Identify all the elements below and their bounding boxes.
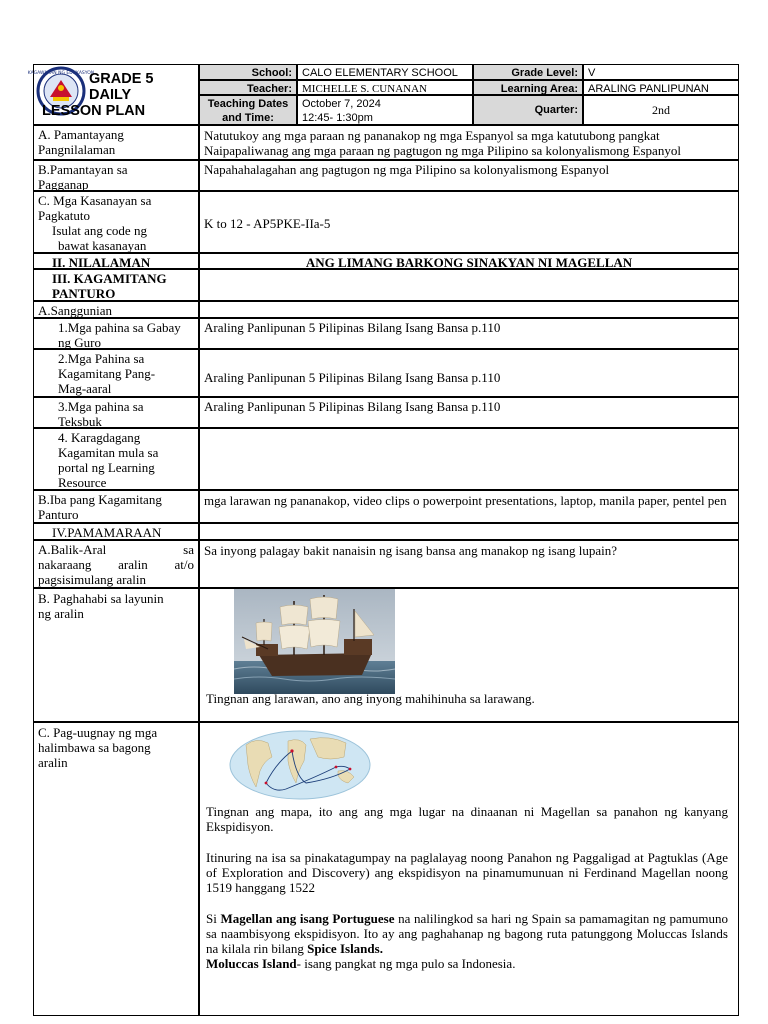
label-line: Pagkatuto	[38, 208, 90, 223]
label-word: at/o	[174, 557, 194, 572]
kagamitang-mag-aaral-value: Araling Panlipunan 5 Pilipinas Bilang Isang Bansa p.110	[199, 349, 739, 397]
label-line: 4. Karagdagang	[58, 430, 141, 445]
teksbuk-label	[33, 397, 199, 428]
teaching-time: 12:45- 1:30pm	[302, 112, 373, 124]
grade-level-value: V	[583, 64, 739, 80]
grade-level-label: Grade Level:	[473, 64, 583, 80]
text-run: na nalilingkod sa hari ng Spain sa pamamagitan ng pamumuno sa naambisyong ekspidisyon. Ito ay ang paghahanap ng bagong ruta patunggong Moluccas Islands na kilala rin bilang	[206, 911, 728, 956]
map-paragraph: Tingnan ang mapa, ito ang ang mga lugar na dinaanan ni Magellan sa panahon ng kanyang Ekspidisyon.	[206, 804, 728, 834]
label-line: Mag-aaral	[58, 381, 112, 396]
label-line: Panturo	[38, 507, 79, 522]
learning-resource-value	[199, 428, 739, 490]
label-line: B.Iba pang Kagamitang	[38, 492, 162, 507]
school-value: CALO ELEMENTARY SCHOOL	[297, 64, 473, 80]
learning-area-label: Learning Area:	[473, 80, 583, 95]
learning-resource-label	[33, 428, 199, 490]
label-line: PANTURO	[52, 286, 116, 301]
expedition-paragraph: Itinuring na isa sa pinakatagumpay na paglalayag noong Panahon ng Paggaligad at Pagtuklas (Age of Exploration and Discovery) ang ekspidisyon na pinamumunuan ni Ferdinand Magellan noong 1519 hanggang 1522	[206, 850, 728, 895]
learning-area-value: ARALING PANLIPUNAN	[583, 80, 739, 95]
label-line: A. Pamantayang	[38, 127, 124, 142]
label-sub-line: bawat kasanayan	[58, 238, 147, 253]
label-line: Resource	[58, 475, 107, 490]
kagamitang-mag-aaral-label	[33, 349, 199, 397]
title-line-3: LESSON PLAN	[42, 103, 146, 119]
balik-aral-value: Sa inyong palagay bakit nanaisin ng isang bansa ang manakop ng isang lupain?	[199, 540, 739, 588]
label-word: sa	[183, 542, 194, 557]
kagamitang-panturo-label	[33, 269, 199, 301]
moluccas-paragraph	[206, 956, 728, 971]
label-line: 1.Mga pahina sa Gabay	[58, 320, 181, 335]
teaching-dates-label	[199, 95, 297, 125]
label-line: Kagamitang Pang-	[58, 366, 156, 381]
seal-lettering: KAGAWARAN NG EDUKASYON	[27, 71, 95, 76]
paghahabi-value	[199, 588, 739, 722]
nilalaman-label: II. NILALAMAN	[33, 253, 199, 269]
teacher-label: Teacher:	[199, 80, 297, 95]
label-line: ng Guro	[58, 335, 101, 350]
kasanayan-sa-pagkatuto-label	[33, 191, 199, 253]
iba-pang-kagamitan-value: mga larawan ng pananakop, video clips o powerpoint presentations, laptop, manila paper, pentel pen	[199, 490, 739, 523]
label-line: Kagamitan mula sa	[58, 445, 159, 460]
label-line: C. Mga Kasanayan sa	[38, 193, 152, 208]
sanggunian-value	[199, 301, 739, 318]
paghahabi-instruction: Tingnan ang larawan, ano ang inyong mahihinuha sa larawang.	[206, 691, 535, 706]
pamantayan-sa-pagganap-label	[33, 160, 199, 191]
magellan-route-map-image	[226, 727, 374, 802]
lesson-plan-title	[42, 71, 192, 119]
title-line-2: DAILY	[89, 87, 132, 103]
balik-aral-label	[33, 540, 199, 588]
teksbuk-value: Araling Panlipunan 5 Pilipinas Bilang Isang Bansa p.110	[199, 397, 739, 428]
quarter-value: 2nd	[583, 95, 739, 125]
pag-uugnay-value	[199, 722, 739, 1016]
label-word: A.Balik-Aral	[38, 542, 107, 557]
label-line: Pangnilalaman	[38, 142, 116, 157]
label-line: B. Paghahabi sa layunin	[38, 591, 164, 606]
pag-uugnay-text	[202, 803, 732, 972]
label-line	[38, 542, 194, 557]
pamamaraan-value	[199, 523, 739, 540]
quarter-label: Quarter:	[473, 95, 583, 125]
label-line: III. KAGAMITANG	[52, 271, 167, 286]
label-word: nakaraang	[38, 557, 92, 572]
magellan-paragraph	[206, 911, 728, 956]
label-line: Teksbuk	[58, 414, 102, 429]
pamamaraan-label: IV.PAMAMARAAN	[33, 523, 199, 540]
text-run-bold: Moluccas Island	[206, 956, 297, 971]
gabay-ng-guro-value: Araling Panlipunan 5 Pilipinas Bilang Isang Bansa p.110	[199, 318, 739, 349]
pamantayan-sa-pagganap-value: Napahahalagahan ang pagtugon ng mga Pilipino sa kolonyalismong Espanyol	[199, 160, 739, 191]
label-line: 2.Mga Pahina sa	[58, 351, 145, 366]
title-line-1: GRADE 5	[89, 71, 154, 87]
pag-uugnay-label	[33, 722, 199, 1016]
pamantayang-pangnilalaman-label	[33, 125, 199, 160]
text-run-bold: Spice Islands.	[307, 941, 383, 956]
kagamitang-panturo-value	[199, 269, 739, 301]
sanggunian-label: A.Sanggunian	[33, 301, 199, 318]
content-line: Naipapaliwanag ang mga paraan ng pagtugon ng mga Pilipino sa kolonyalismong Espanyol	[204, 143, 681, 158]
label-word: aralin	[118, 557, 148, 572]
teaching-dates-value	[297, 95, 473, 125]
content-line: Natutukoy ang mga paraan ng pananakop ng mga Espanyol sa mga katutubong pangkat	[204, 128, 660, 143]
text-run: - isang pangkat ng mga pulo sa Indonesia.	[296, 956, 516, 971]
label-sub-line: Isulat ang code ng	[52, 223, 147, 238]
teaching-dates-label-line-2: and Time:	[222, 112, 274, 124]
text-run-bold: Magellan ang isang Portuguese	[220, 911, 395, 926]
label-line: halimbawa sa bagong	[38, 740, 151, 755]
label-line: pagsisimulang aralin	[38, 572, 146, 587]
label-line: aralin	[38, 755, 68, 770]
galleon-ship-image	[234, 589, 395, 694]
teaching-dates-label-line-1: Teaching Dates	[207, 98, 289, 110]
learning-code-value: K to 12 - AP5PKE-IIa-5	[199, 191, 739, 253]
teacher-value: MICHELLE S. CUNANAN	[297, 80, 473, 95]
pamantayang-pangnilalaman-value	[199, 125, 739, 160]
school-label: School:	[199, 64, 297, 80]
text-run: Si	[206, 911, 221, 926]
label-line: portal ng Learning	[58, 460, 155, 475]
label-line: 3.Mga pahina sa	[58, 399, 144, 414]
label-line: ng aralin	[38, 606, 84, 621]
iba-pang-kagamitan-label	[33, 490, 199, 523]
label-line	[38, 557, 194, 572]
label-line: Pagganap	[38, 177, 89, 192]
gabay-ng-guro-label	[33, 318, 199, 349]
label-line: B.Pamantayan sa	[38, 162, 128, 177]
paghahabi-label	[33, 588, 199, 722]
nilalaman-value: ANG LIMANG BARKONG SINAKYAN NI MAGELLAN	[199, 253, 739, 269]
label-line: C. Pag-uugnay ng mga	[38, 725, 158, 740]
teaching-date: October 7, 2024	[302, 98, 381, 110]
